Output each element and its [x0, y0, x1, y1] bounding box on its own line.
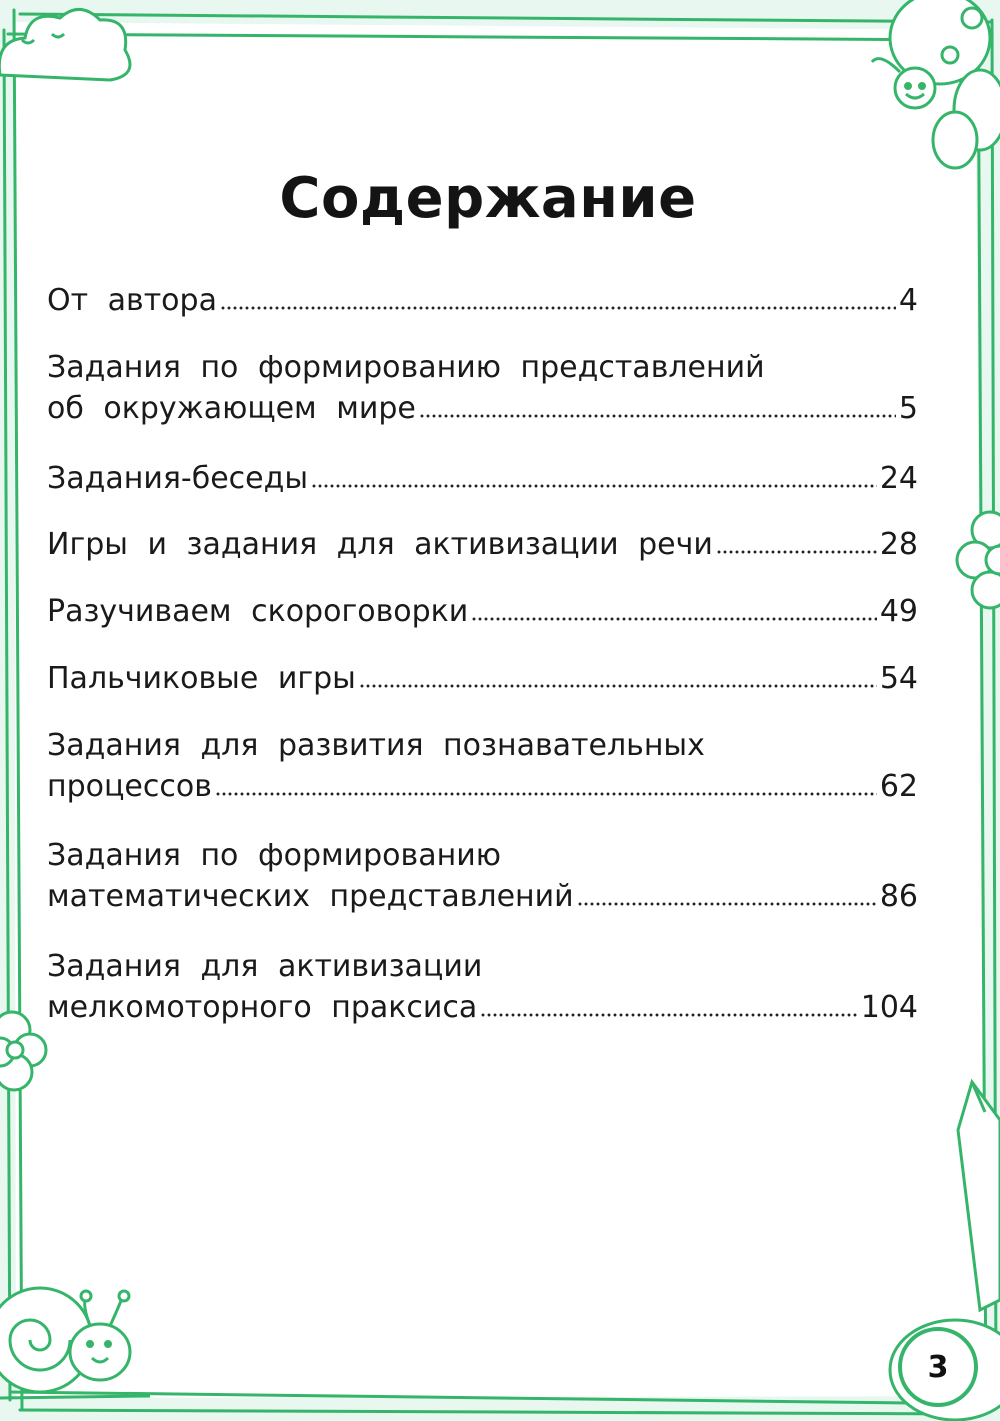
leader-dots [471, 617, 877, 621]
toc-entry[interactable] [47, 838, 918, 914]
toc-entry-title: Задания по формированию [47, 838, 501, 873]
toc-entry[interactable] [47, 949, 918, 1025]
toc-entry[interactable] [47, 594, 918, 629]
leader-dots [577, 902, 877, 906]
toc-entry[interactable] [47, 461, 918, 496]
toc-entry-title: От автора [47, 283, 217, 318]
toc-entry[interactable] [47, 350, 918, 426]
leader-dots [419, 414, 896, 418]
toc-entry-title-continued: мелкомоторного праксиса [47, 990, 478, 1025]
toc-page-number: 5 [898, 391, 918, 426]
toc-entry-title-continued: математических представлений [47, 879, 574, 914]
toc-entry[interactable] [47, 661, 918, 696]
toc-entry-title: Разучиваем скороговорки [47, 594, 469, 629]
toc-entry-title: Задания по формированию представлений [47, 350, 765, 385]
toc-entry-title-continued: процессов [47, 769, 212, 804]
toc-page-number: 104 [860, 990, 918, 1025]
leader-dots [311, 484, 877, 488]
leader-dots [215, 792, 877, 796]
toc-entry-title: Задания-беседы [47, 461, 309, 496]
leader-dots [716, 550, 877, 554]
toc-page-number: 49 [879, 594, 918, 629]
leader-dots [220, 306, 896, 310]
toc-entry-title-continued: об окружающем мире [47, 391, 416, 426]
toc-page-number: 28 [879, 527, 918, 562]
toc-entry-title: Задания для развития познавательных [47, 728, 705, 763]
toc-entry[interactable] [47, 527, 918, 562]
leader-dots [359, 684, 877, 688]
page-number-badge: 3 [898, 1327, 978, 1407]
toc-page-number: 24 [879, 461, 918, 496]
toc-entry-title: Игры и задания для активизации речи [47, 527, 713, 562]
toc-entry[interactable] [47, 728, 918, 804]
toc-entry-title: Задания для активизации [47, 949, 483, 984]
leader-dots [480, 1013, 857, 1017]
toc-entry[interactable] [47, 283, 918, 318]
toc-page-number: 62 [879, 769, 918, 804]
toc-page-number: 86 [879, 879, 918, 914]
toc-entry-title: Пальчиковые игры [47, 661, 356, 696]
toc-page-number: 4 [898, 283, 918, 318]
page-title: Содержание [279, 166, 697, 231]
toc-page-number: 54 [879, 661, 918, 696]
